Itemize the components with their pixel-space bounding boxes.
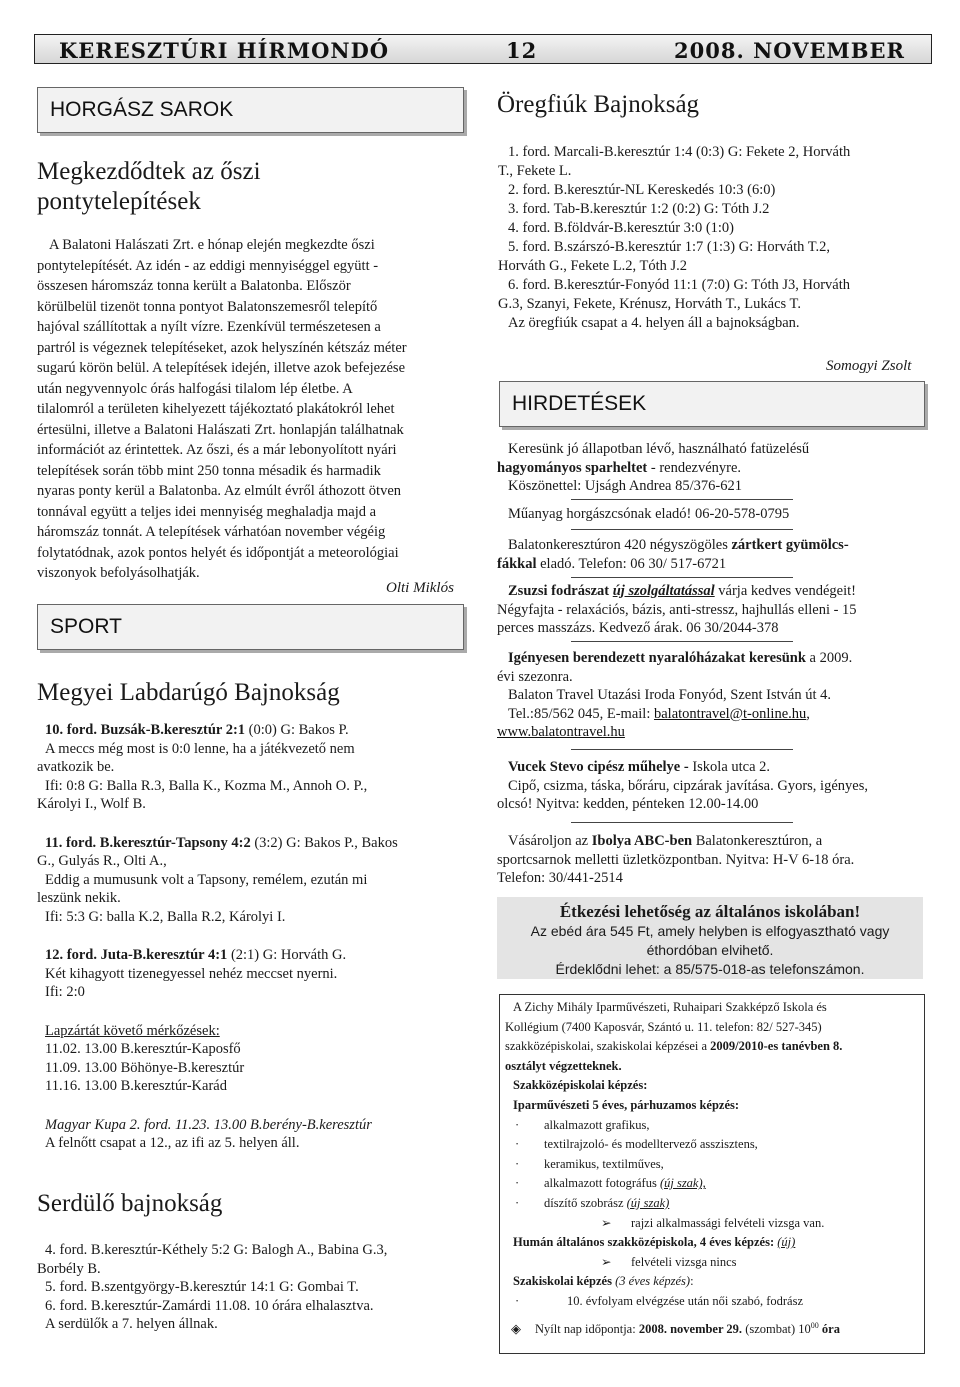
fixtures-title: Lapzártát követő mérkőzések: bbox=[45, 1022, 220, 1039]
lunch-notice: Étkezési lehetőség az általános iskolában! Az ebéd ára 545 Ft, amely helyben is elfogyasztható vagy éthordóban elvihető. Érdeklődni lehet: a 85/575-018-as telefonszámon. bbox=[497, 897, 923, 979]
title-line: pontytelepítések bbox=[37, 188, 201, 215]
body-line: tilalomról a területen kihelyezett tájékoztató plakátokról lehet bbox=[37, 401, 395, 417]
fixture: 11.09. 13.00 Böhönye-B.keresztúr bbox=[45, 1059, 245, 1076]
email-link[interactable]: balatontravel@t-online.hu bbox=[653, 705, 807, 722]
body-line: sugarú körön belül. A telepítések idején, illetve azok befejezése bbox=[37, 360, 406, 376]
body-line: összesen háromszáz tonna került a Balatonba. Először bbox=[37, 278, 351, 294]
school-heading: Szakközépiskolai képzés: bbox=[513, 1078, 648, 1093]
section-box-horgasz bbox=[37, 87, 464, 133]
round-10: 10. ford. Buzsák-B.keresztúr 2:1 (0:0) G: Bakos P. bbox=[45, 722, 349, 738]
classified-ads: Keresünk jó állapotban lévő, használható fatüzelésű hagyományos sparheltet - rendezvényre. Köszönettel: Ujságh Andrea 85/376-621 bbox=[497, 440, 925, 496]
oregfiuk-results: 1. ford. Marcali-B.keresztúr 1:4 (0:3) G: Fekete 2, Horváth T., Fekete L. 2. ford. B.keresztúr-NL Kereskedés 10:3 (6:0) 3. ford. Tab-B.keresztúr 1:2 (0:2) G: Tóth J.2 4. ford. B.földvár-B.keresztúr 3:0 (1:0) 5. ford. B.szárszó-B.keresztúr 1:7 (1:3) G: Horváth T.2, Horváth G., Fekete L.2, Tóth J.2 6. ford. B.keresztúr-Fonyód 11:1 (7:0) G: Tóth J3, Horváth G.3, Szanyi, Fekete, Krénusz, Horváth T., Lukács T. Az öregfiúk csapat a 4. helyen áll a bajnokságban. bbox=[498, 144, 851, 331]
sport-title: Megyei Labdarúgó Bajnokság bbox=[37, 679, 340, 706]
separator bbox=[571, 641, 793, 642]
separator bbox=[571, 749, 793, 750]
body-line: partról is végeznek telepítéseket, azok helyszínén kétszáz méter bbox=[37, 339, 407, 356]
round-11: 11. ford. B.keresztúr-Tapsony 4:2 (3:2) G: Bakos P., Bakos bbox=[45, 834, 398, 851]
standing-note: A felnőtt csapat a 12., az ifi az 5. helyen áll. bbox=[45, 1135, 300, 1151]
newspaper-title: KERESZTÚRI HÍRMONDÓ bbox=[59, 38, 390, 63]
school-intro: A Zichy Mihály Iparművészeti, Ruhaipari Szakképző Iskola és Kollégium (7400 Kaposvár, Szántó u. 11. telefon: 82/ 527-345) szakközépiskolai, szakiskolai képzései a 2009/2010-es tanévben 8. osztályt végzetteknek. Szakközépiskolai képzés: Iparművészeti 5 éves, párhuzamos képzés: · alkalmazott grafikus, · textilrajzoló- és modelltervező asszisztens, · keramikus, textilműves, · alkalmazott fotográfus (új szak), · díszítő szobrász (új szak) ➢ rajzi alkalmassági felvételi vizsga van. Humán általános szakközépiskola, 4 éves képzés: (új) ➢ felvételi vizsga nincs Szakiskolai képzés (3 éves képzés): · 10. évfolyam elvégzése után női szabó, fodrász ◈ Nyílt nap időpontja: 2008. november 29. (szombat) $10^{00}$ óra bbox=[500, 995, 924, 1339]
arrow-icon: ➢ bbox=[601, 1254, 612, 1269]
lunch-title: Étkezési lehetőség az általános iskolában! bbox=[559, 902, 861, 921]
body-line: után negyvennyolc órás halfogási tilalom lép életbe. A bbox=[37, 380, 353, 397]
round-12: 12. ford. Juta-B.keresztúr 4:1 (2:1) G: Horváth G. bbox=[45, 947, 347, 963]
issue-date: 2008. NOVEMBER bbox=[674, 38, 905, 63]
fixture: 11.02. 13.00 B.keresztúr-Kaposfő bbox=[45, 1041, 241, 1057]
school-heading: Iparművészeti 5 éves, párhuzamos képzés: bbox=[513, 1097, 740, 1112]
body-line: telepítések során több mint 250 tonna mésadik és harmadik bbox=[37, 462, 381, 479]
body-line: A Balatoni Halászati Zrt. e hónap elején megkezdte őszi bbox=[49, 237, 375, 253]
serdulo-results: 4. ford. B.keresztúr-Kéthely 5:2 G: Balogh A., Babina G.3, Borbély B. 5. ford. B.szentgyörgy-B.keresztúr 14:1 G: Gombai T. 6. ford. B.keresztúr-Zamárdi 11.08. 10 órára elhalasztva. A serdülők a 7. helyen állnak. bbox=[37, 1242, 388, 1332]
title-line: Megkezdődtek az őszi bbox=[37, 158, 261, 185]
body-line: információt az érintettek. Az őszi, és a már lebonyolított nyári bbox=[37, 442, 397, 458]
page-header bbox=[34, 34, 932, 64]
body-line: értesülni, illetve a Balatoni Halászati Zrt. honlapján találhatnak bbox=[37, 421, 404, 438]
section-box-sport bbox=[37, 604, 464, 650]
ad-zartkert: Balatonkeresztúron 420 négyszögöles zártkert gyümölcs- fákkal eladó. Telefon: 06 30/ 517-6721 bbox=[497, 537, 849, 572]
author-byline: Somogyi Zsolt bbox=[826, 358, 912, 374]
school-ad bbox=[499, 994, 925, 1354]
page-number: 12 bbox=[506, 38, 538, 63]
body-line: nyaras ponty kerül a Balatonba. Az elmúlt évről áthozott ötven bbox=[37, 483, 402, 499]
body-line: viszonyok befolyásolhatják. bbox=[37, 565, 200, 581]
section-label: SPORT bbox=[50, 615, 122, 638]
oregfiuk-title: Öregfiúk Bajnokság bbox=[497, 91, 700, 118]
diamond-icon: ◈ bbox=[511, 1320, 521, 1336]
body-line: tonnával együtt a teljes idei mennyiség meghaladja majd a bbox=[37, 503, 377, 520]
body-line: háromszáz tonnát. A telepítések várhatóan november végéig bbox=[37, 524, 386, 540]
cup-match: Magyar Kupa 2. ford. 11.23. 13.00 B.berény-B.keresztúr bbox=[45, 1116, 372, 1133]
ad-fodraszat: Zsuzsi fodrászat új szolgáltatással várja kedves vendégeit! Négyfajta - relaxációs, bázis, anti-stressz, hajhullás elleni - 15 perces masszázs. Kedvező árak. 06 30/2044-378 bbox=[497, 583, 857, 636]
ad-sparhelt: Keresünk jó állapotban lévő, használható fatüzelésű bbox=[508, 441, 810, 457]
separator bbox=[571, 822, 793, 823]
article-title bbox=[37, 157, 261, 217]
fixture: 11.16. 13.00 B.keresztúr-Karád bbox=[45, 1078, 227, 1094]
body-line: folytatódnak, azok pontos helyét és időpontját a meteorológiai bbox=[37, 544, 399, 561]
separator bbox=[571, 577, 793, 578]
separator bbox=[571, 529, 793, 530]
ad-csonak: Műanyag horgászcsónak eladó! 06-20-578-0795 bbox=[508, 506, 790, 522]
body-line: pontytelepítését. Az idén - az eddigi mennyiséggel együtt - bbox=[37, 257, 379, 274]
website-link[interactable]: www.balatontravel.hu bbox=[497, 724, 625, 740]
ad-ibolya: Vásároljon az Ibolya ABC-ben Balatonkeresztúron, a sportcsarnok melletti üzletközpontban. Nyitva: H-V 6-18 óra. Telefon: 30/441-2514 bbox=[497, 833, 855, 886]
section-label: HIRDETÉSEK bbox=[512, 392, 647, 415]
serdulo-title: Serdülő bajnokság bbox=[37, 1190, 223, 1217]
body-line: körülbelül tizenöt tonna pontyot Balatonszemesről telepítő bbox=[37, 298, 378, 315]
sport-results: 10. ford. Buzsák-B.keresztúr 2:1 (0:0) G: Bakos P. A meccs még most is 0:0 lenne, ha a játékvezető nem avatkozik be. Ifi: 0:8 G: Balla R.3, Balla K., Kozma M., Annoh O. P., Károlyi I., Wolf B. 11. ford. B.keresztúr-Tapsony 4:2 (3:2) G: Bakos P., Bakos G., Gulyás R., Olti A., Eddig a mumusunk volt a Tapsony, remélem, ezután mi leszünk nekik. Ifi: 5:3 G: balla K.2, Balla R.2, Károlyi I. 12. ford. Juta-B.keresztúr 4:1 (2:1) G: Horváth G. Két kihagyott tizenegyessel nehéz meccset nyerni. Ifi: 2:0 Lapzártát követő mérkőzések: 11.02. 13.00 B.keresztúr-Kaposfő 11.09. 13.00 Böhönye-B.keresztúr 11.16. 13.00 B.keresztúr-Karád Magyar Kupa 2. ford. 11.23. 13.00 B.berény-B.keresztúr A felnőtt csapat a 12., az ifi az 5. helyen áll. bbox=[45, 721, 465, 1153]
article-body bbox=[37, 235, 462, 584]
section-box-hirdetesek bbox=[499, 381, 925, 427]
section-label: HORGÁSZ SAROK bbox=[50, 98, 234, 121]
arrow-icon: ➢ bbox=[601, 1215, 612, 1230]
separator bbox=[571, 499, 793, 500]
body-line: hajóval szállítottak a nyílt vízre. Ezenkívül természetesen a bbox=[37, 319, 381, 335]
author-byline: Olti Miklós bbox=[386, 580, 454, 596]
ad-nyaralohaz: Igényesen berendezett nyaralóházakat keresünk a 2009. évi szezonra. Balaton Travel Utazási Iroda Fonyód, Szent István út 4. Tel.:85/562 045, E-mail: balatontravel@t-online.hu, www.balatontravel.hu bbox=[497, 650, 853, 740]
ad-cipesz: Vucek Stevo cipész műhelye - Iskola utca 2. Cipő, csizma, táska, bőráru, cipzárak javítása. Gyors, igényes, olcsó! Nyitva: kedden, pénteken 12.00-14.00 bbox=[497, 759, 868, 812]
